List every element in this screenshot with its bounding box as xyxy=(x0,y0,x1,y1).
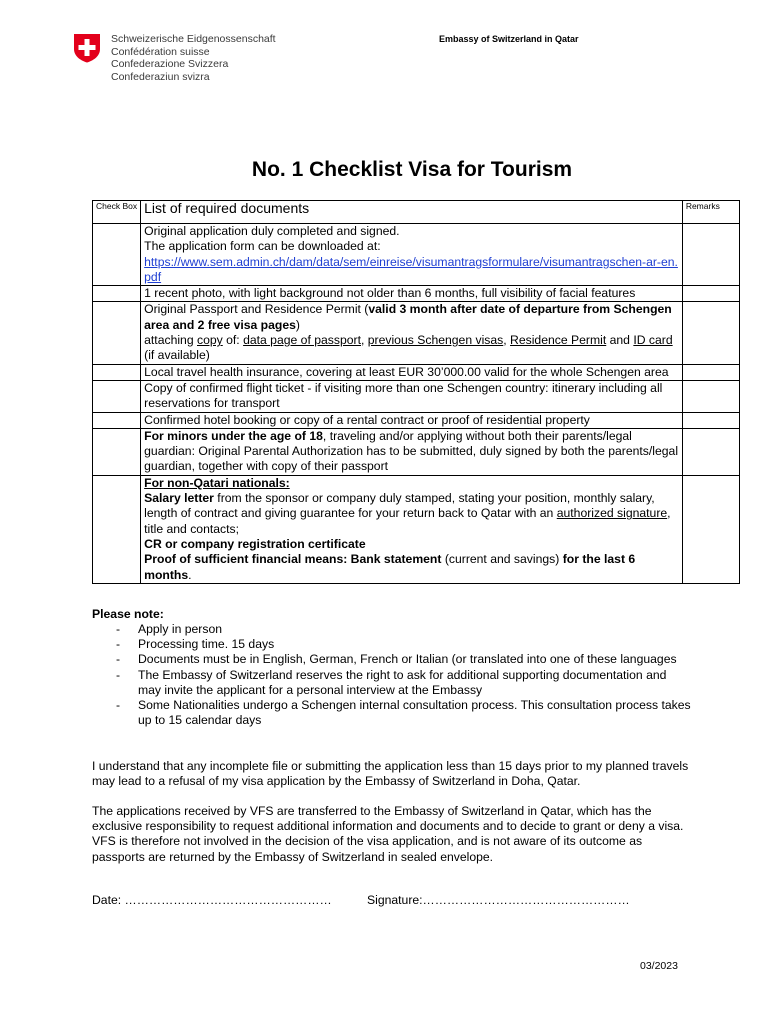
doc-text: and xyxy=(606,333,634,348)
remarks-cell[interactable] xyxy=(682,428,739,475)
doc-text: of: xyxy=(222,333,244,348)
doc-text: , traveling and/or applying without both their parents/legal guardian: Original Parental Authorization has to be submitted, duly signed by both the parents/legal guardian, together with copy of their passport xyxy=(144,428,679,474)
doc-text: (if available) xyxy=(144,348,210,363)
agency-line-rm: Confederaziun svizra xyxy=(111,70,210,83)
check-box-cell[interactable] xyxy=(93,475,141,583)
doc-text-underlined: previous Schengen visas xyxy=(367,333,504,348)
doc-text: , xyxy=(360,333,368,348)
col-required-documents: List of required documents xyxy=(141,201,683,224)
doc-text: attaching xyxy=(144,333,197,348)
table-row xyxy=(93,475,740,583)
list-item: - Documents must be in English, German, French or Italian (or translated into one of these languages xyxy=(116,652,677,667)
notes-list xyxy=(92,622,692,728)
remarks-cell[interactable] xyxy=(682,412,739,428)
doc-text: from the sponsor or company duly stamped, stating your position, monthly salary, length of contract and giving guarantee for your return back to Qatar with an xyxy=(144,491,655,521)
list-item: - Some Nationalities undergo a Schengen internal consultation process. This consultation process takes up to 15 calendar days xyxy=(116,698,691,728)
note-text: Documents must be in English, German, French or Italian (or translated into one of these languages xyxy=(138,652,677,667)
doc-text-bold: CR or company registration certificate xyxy=(144,536,366,551)
document-cell: Local travel health insurance, covering at least EUR 30’000.00 valid for the whole Schengen area xyxy=(141,364,683,380)
document-cell: 1 recent photo, with light background not older than 6 months, full visibility of facial features xyxy=(141,286,683,302)
doc-text: The application form can be downloaded at: xyxy=(144,239,381,254)
doc-text: Original Passport and Residence Permit ( xyxy=(144,302,369,317)
check-box-cell[interactable] xyxy=(93,412,141,428)
table-row xyxy=(93,428,740,475)
doc-text: , title and contacts; xyxy=(144,506,671,536)
doc-text: . xyxy=(188,567,192,582)
check-box-cell[interactable] xyxy=(93,302,141,364)
date-field[interactable]: Date: …………………………………………… xyxy=(92,893,332,907)
agency-name xyxy=(111,33,276,83)
signature-field[interactable]: Signature:…………………………………………… xyxy=(367,893,630,907)
document-cell: Confirmed hotel booking or copy of a rental contract or proof of residential property xyxy=(141,412,683,428)
vfs-paragraph: The applications received by VFS are transferred to the Embassy of Switzerland in Qatar, which has the exclusive responsibility to request additional information and documents and to decide to grant or deny a visa. VFS is therefore not involved in the decision of the visa application, and is not aware of its outcome as passports are returned by the Embassy of Switzerland in sealed envelope. xyxy=(92,804,684,864)
doc-text: Original application duly completed and signed. xyxy=(144,224,400,238)
check-box-cell[interactable] xyxy=(93,286,141,302)
table-header-row xyxy=(93,201,740,224)
doc-text-bold: Salary letter xyxy=(144,491,214,506)
document-cell xyxy=(141,302,683,364)
document-cell: Copy of confirmed flight ticket - if visiting more than one Schengen country: itinerary including all reservations for transport xyxy=(141,380,683,412)
remarks-cell[interactable] xyxy=(682,475,739,583)
check-box-cell[interactable] xyxy=(93,364,141,380)
note-text: Processing time. 15 days xyxy=(138,637,275,652)
check-box-cell[interactable] xyxy=(93,380,141,412)
document-cell xyxy=(141,428,683,475)
swiss-flag-icon xyxy=(73,33,101,63)
col-check-box: Check Box xyxy=(93,201,141,224)
doc-text-underlined: Residence Permit xyxy=(510,333,607,348)
document-version: 03/2023 xyxy=(640,960,678,972)
check-box-cell[interactable] xyxy=(93,428,141,475)
doc-text-bold: For minors under the age of 18 xyxy=(144,428,323,443)
table-row xyxy=(93,286,740,302)
document-cell xyxy=(141,475,683,583)
col-remarks: Remarks xyxy=(682,201,739,224)
table-row xyxy=(93,412,740,428)
checklist-table xyxy=(92,200,740,584)
check-box-cell[interactable] xyxy=(93,224,141,286)
doc-text-underlined: data page of passport xyxy=(243,333,361,348)
table-row xyxy=(93,224,740,286)
remarks-cell[interactable] xyxy=(682,224,739,286)
agency-line-it: Confederazione Svizzera xyxy=(111,58,229,70)
doc-text: ) xyxy=(295,317,300,332)
doc-text-underlined: ID card xyxy=(633,333,673,348)
doc-text: , xyxy=(503,333,511,348)
remarks-cell[interactable] xyxy=(682,302,739,364)
doc-text: (current and savings) xyxy=(441,552,563,567)
list-item: - Apply in person xyxy=(116,622,223,636)
notes-title: Please note: xyxy=(92,607,164,621)
remarks-cell[interactable] xyxy=(682,380,739,412)
table-row xyxy=(93,364,740,380)
declaration-paragraph: I understand that any incomplete file or submitting the application less than 15 days prior to my planned travels may lead to a refusal of my visa application by the Embassy of Switzerland in Doha, Qatar. xyxy=(92,759,689,789)
table-row xyxy=(93,302,740,364)
list-item: - Processing time. 15 days xyxy=(116,637,275,652)
note-text: Apply in person xyxy=(138,622,223,636)
note-text: Some Nationalities undergo a Schengen internal consultation process. This consultation process takes up to 15 calendar days xyxy=(138,698,691,728)
doc-text-underlined: copy xyxy=(197,333,223,348)
embassy-name: Embassy of Switzerland in Qatar xyxy=(439,34,579,44)
doc-text-bold: Proof of sufficient financial means: Bank statement xyxy=(144,552,442,567)
agency-line-de: Schweizerische Eidgenossenschaft xyxy=(111,33,276,45)
remarks-cell[interactable] xyxy=(682,364,739,380)
document-cell xyxy=(141,224,683,286)
list-item: - The Embassy of Switzerland reserves the right to ask for additional supporting documentation and may invite the applicant for a personal interview at the Embassy xyxy=(116,667,667,697)
doc-text-bold: For non-Qatari nationals: xyxy=(144,475,290,490)
agency-line-fr: Confédération suisse xyxy=(111,45,210,58)
page-title: No. 1 Checklist Visa for Tourism xyxy=(251,158,573,181)
doc-text-underlined: authorized signature xyxy=(556,506,668,521)
doc-text-bold: valid 3 month after date of departure from Schengen area and 2 free visa pages xyxy=(144,302,672,332)
remarks-cell[interactable] xyxy=(682,286,739,302)
doc-text-bold: for the last 6 months xyxy=(144,552,636,582)
note-text: The Embassy of Switzerland reserves the right to ask for additional supporting documentation and may invite the applicant for a personal interview at the Embassy xyxy=(138,667,667,697)
table-row xyxy=(93,380,740,412)
application-form-link[interactable]: https://www.sem.admin.ch/dam/data/sem/einreise/visumantragsformulare/visumantragschen-ar-en.pdf xyxy=(144,254,678,284)
